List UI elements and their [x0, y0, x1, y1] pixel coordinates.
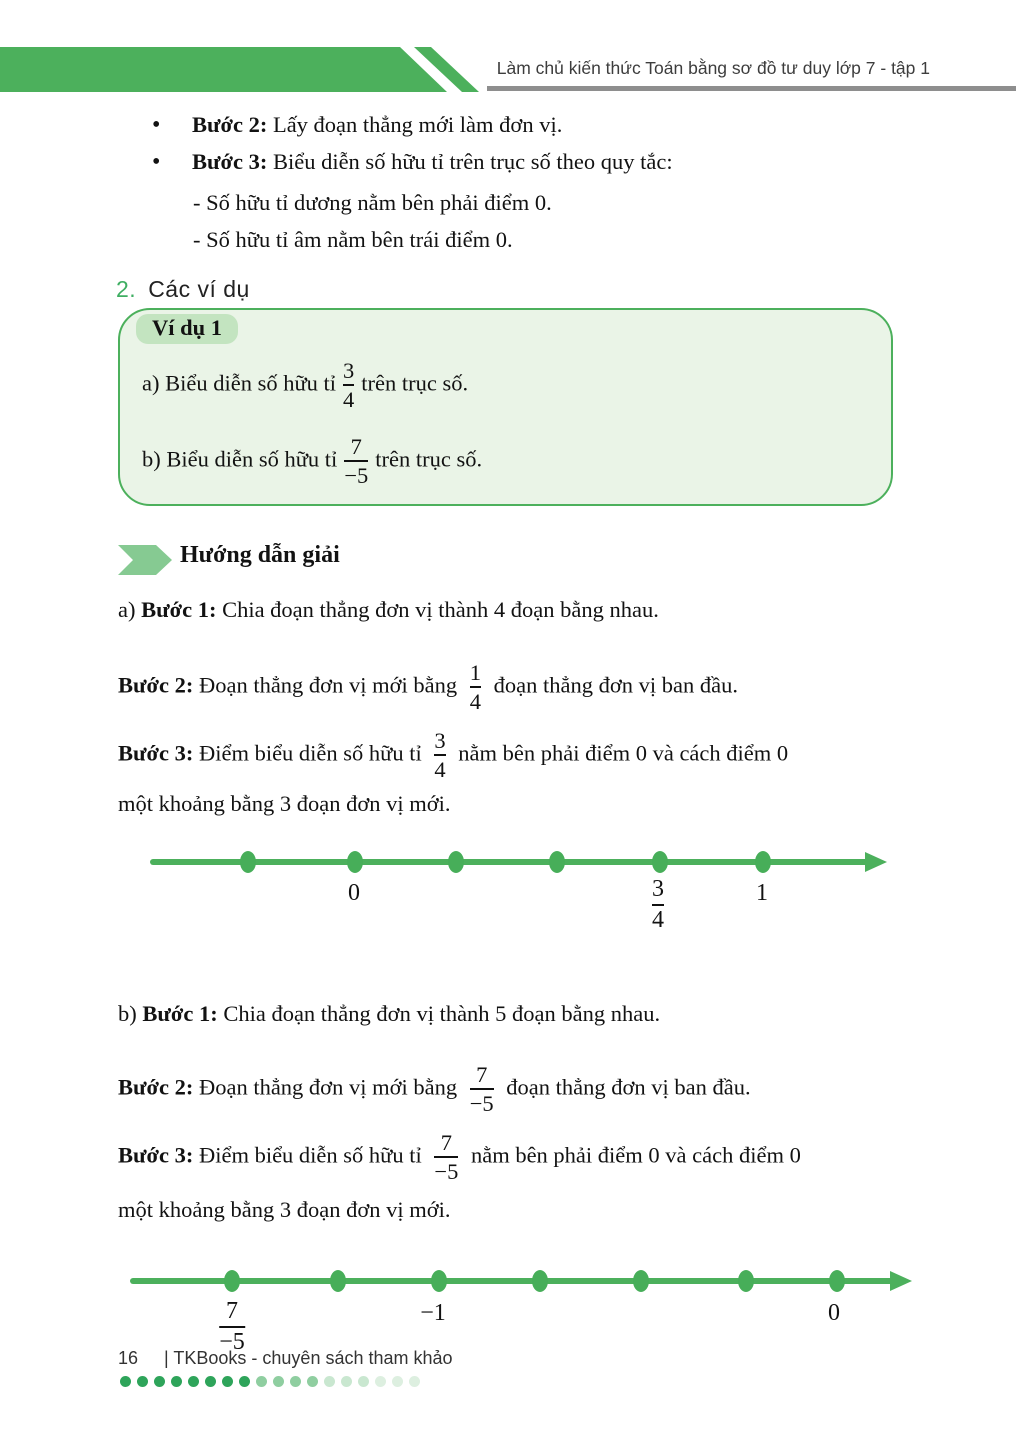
- step-text: đoạn thẳng đơn vị ban đầu.: [500, 1074, 751, 1100]
- fraction-numerator: 7: [440, 1130, 452, 1155]
- fraction-bar: [470, 1088, 494, 1090]
- step-label: Bước 2:: [118, 672, 194, 698]
- fraction-denominator: 4: [434, 757, 446, 783]
- fraction-bar: [652, 904, 664, 906]
- example-text: b) Biểu diễn số hữu tỉ: [142, 446, 338, 472]
- number-line-dot: [240, 851, 256, 873]
- step-text: Đoạn thẳng đơn vị mới bằng: [193, 672, 463, 698]
- fraction-bar: [434, 754, 445, 756]
- fraction-denominator: −5: [219, 1328, 245, 1355]
- fraction-bar: [343, 384, 354, 386]
- step-text: đoạn thẳng đơn vị ban đầu.: [487, 672, 738, 698]
- fraction-bar: [434, 1156, 458, 1158]
- step-label: Bước 2:: [118, 1074, 194, 1100]
- fraction-numerator: 1: [469, 660, 481, 685]
- step1-b: [118, 1000, 660, 1028]
- fraction-denominator: −5: [344, 463, 369, 489]
- number-line-dot: [347, 851, 363, 873]
- tick-label-zero: 0: [348, 880, 360, 906]
- tick-label-zero: 0: [828, 1300, 840, 1326]
- step-label: Bước 3:: [192, 149, 268, 174]
- book-title: Làm chủ kiến thức Toán bằng sơ đồ tư duy lớp 7 - tập 1: [496, 58, 930, 78]
- bullet-icon: •: [152, 112, 161, 138]
- section-title: Các ví dụ: [148, 276, 250, 302]
- number-line-dot: [532, 1270, 548, 1292]
- number-line-dot: [652, 851, 668, 873]
- number-line-dot: [330, 1270, 346, 1292]
- fraction-numerator: 7: [225, 1298, 238, 1324]
- fraction: [434, 1130, 458, 1184]
- step-text: nằm bên phải điểm 0 và cách điểm 0: [452, 740, 789, 766]
- fraction: [343, 358, 354, 412]
- number-line-arrow-icon: [890, 1271, 912, 1291]
- step2-b: [118, 1062, 751, 1116]
- number-line-dot: [549, 851, 565, 873]
- number-line-dot: [829, 1270, 845, 1292]
- number-line-dot: [633, 1270, 649, 1292]
- tick-label-minus-one: −1: [420, 1300, 446, 1326]
- item-letter: b): [118, 1001, 143, 1026]
- number-line-1: [150, 852, 895, 962]
- header-rule: [487, 86, 1016, 91]
- bullet-item-step2: [152, 110, 562, 140]
- fraction-bar: [344, 460, 368, 462]
- fraction: [470, 660, 481, 714]
- number-line-2: [130, 1270, 930, 1390]
- footer-dots-decoration: [120, 1376, 420, 1387]
- example-text: trên trục số.: [361, 370, 469, 396]
- step3-b: [118, 1130, 801, 1184]
- fraction-numerator: 3: [652, 876, 664, 902]
- item-letter: a): [118, 597, 142, 622]
- tick-label-one: 1: [756, 880, 768, 906]
- step3-b-continued: một khoảng bằng 3 đoạn đơn vị mới.: [118, 1197, 451, 1222]
- fraction-bar: [470, 686, 481, 688]
- solution-arrow-icon: [118, 545, 172, 575]
- solution-heading: Hướng dẫn giải: [180, 542, 340, 568]
- example-item-a: [142, 358, 468, 412]
- example-text: a) Biểu diễn số hữu tỉ: [142, 370, 337, 396]
- fraction: [652, 876, 664, 934]
- step-text: Chia đoạn thẳng đơn vị thành 4 đoạn bằng nhau.: [216, 597, 659, 622]
- number-line-dot: [431, 1270, 447, 1292]
- fraction-numerator: 7: [476, 1062, 488, 1087]
- number-line-axis: [130, 1278, 893, 1284]
- step-label: Bước 2:: [192, 112, 268, 137]
- number-line-dot: [755, 851, 771, 873]
- tick-label-fraction: [652, 876, 664, 934]
- step-label: Bước 3:: [118, 740, 194, 766]
- example-box: [118, 308, 893, 506]
- step-label: Bước 3:: [118, 1142, 194, 1168]
- number-line-arrow-icon: [865, 852, 887, 872]
- example-text: trên trục số.: [375, 446, 483, 472]
- fraction-denominator: −5: [469, 1091, 494, 1117]
- rule-negative: - Số hữu tỉ âm nằm bên trái điểm 0.: [193, 227, 513, 252]
- fraction-numerator: 3: [343, 358, 355, 383]
- example-item-b: [142, 434, 482, 488]
- fraction-denominator: −5: [434, 1159, 459, 1185]
- step-text: Lấy đoạn thẳng mới làm đơn vị.: [267, 112, 563, 137]
- step3-a: [118, 728, 788, 782]
- fraction: [470, 1062, 494, 1116]
- footer-publisher: | TKBooks - chuyên sách tham khảo: [164, 1348, 453, 1368]
- fraction-denominator: 4: [343, 387, 355, 413]
- fraction-denominator: 4: [652, 906, 664, 933]
- step-text: Đoạn thẳng đơn vị mới bằng: [193, 1074, 463, 1100]
- fraction-numerator: 3: [434, 728, 446, 753]
- fraction: [344, 434, 368, 488]
- step-text: Chia đoạn thẳng đơn vị thành 5 đoạn bằng nhau.: [217, 1001, 661, 1026]
- step-text: nằm bên phải điểm 0 và cách điểm 0: [465, 1142, 801, 1168]
- step-label: Bước 1:: [141, 597, 217, 622]
- step-label: Bước 1:: [142, 1001, 218, 1026]
- number-line-dot: [224, 1270, 240, 1292]
- footer: [118, 1348, 453, 1369]
- number-line-dot: [738, 1270, 754, 1292]
- step2-a: [118, 660, 738, 714]
- section-number: 2.: [116, 276, 137, 302]
- fraction-denominator: 4: [469, 689, 481, 715]
- fraction-bar: [219, 1326, 245, 1328]
- example-badge: Ví dụ 1: [136, 314, 238, 344]
- step3-a-continued: một khoảng bằng 3 đoạn đơn vị mới.: [118, 791, 451, 816]
- page-number: 16: [118, 1348, 139, 1368]
- number-line-dot: [448, 851, 464, 873]
- bullet-icon: •: [152, 149, 161, 175]
- step-text: Điểm biểu diễn số hữu tỉ: [193, 740, 428, 766]
- step1-a: [118, 596, 659, 624]
- fraction-numerator: 7: [350, 434, 362, 459]
- fraction: [434, 728, 445, 782]
- section-heading: [116, 276, 250, 303]
- bullet-item-step3: [152, 147, 673, 177]
- rule-positive: - Số hữu tỉ dương nằm bên phải điểm 0.: [193, 190, 552, 215]
- step-text: Điểm biểu diễn số hữu tỉ: [193, 1142, 428, 1168]
- step-text: Biểu diễn số hữu tỉ trên trục số theo quy tắc:: [267, 149, 673, 174]
